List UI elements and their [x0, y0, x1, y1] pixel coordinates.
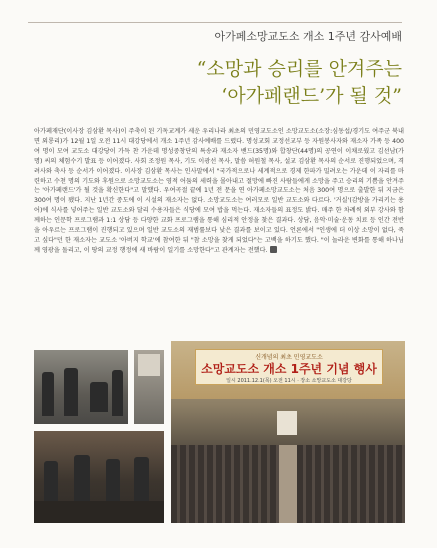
- top-rule: [28, 22, 402, 23]
- podium: [277, 411, 297, 435]
- person-figure: [90, 382, 108, 412]
- stage-backdrop: [171, 341, 405, 399]
- article-kicker: 아가페소망교도소 개소 1주년 감사예배: [214, 30, 402, 43]
- photo-audience: [34, 431, 164, 523]
- center-aisle: [279, 445, 297, 523]
- end-mark-icon: [270, 246, 277, 253]
- person-figure: [112, 370, 123, 416]
- person-figure: [64, 368, 78, 416]
- person-figure: [44, 461, 58, 501]
- photo-ceremony-bow: [34, 350, 128, 424]
- front-row: [34, 501, 164, 523]
- banner-top-text: 신개념의 최초 민영교도소: [255, 354, 323, 361]
- plaque-board: [138, 354, 160, 376]
- article-body-text: 아가페재단(이사장 김삼환 목사)이 주축이 된 기독교계가 세운 우리나라 최초의 민영교도소인 소망교도소(소장:심동섭/경기도 여주군 북내면 외룡리)가 12월 1일 오전 11시 대강당에서 개소 1주년 감사예배를 드렸다. 명성교회 교정선교부 등 자원봉사자와 재소자 가족 등 400여 명이 모여 교도소 대강당이 가득 찬 가운데 명성중창단의 특송과 재소자 밴드(35명)와 합창단(44명)의 공연이 이채로웠고 김선남(가명) 씨의 체험수기 발표 등 이어졌다. 사회 조정원 목사, 기도 이광선 목사, 말씀 허원철 목사, 설교 김삼환 목사의 순서로 진행되었으며, 격려사와 축사 등 순서가 이어졌다. 이사장 김삼환 목사는 인사말에서 "국가적으로나 세계적으로 경제 한파가 밀려오는 가운데 이 자리를 마련하고 수천 명의 기도와 후원으로 소망교도소는 영적 어둠의 세력을 몰아내고 절망에 빠진 사람들에게 소망을 주고 승리의 기쁨을 안겨주는 '아가페랜드'가 될 것을 확신한다"고 말했다. 우여곡절 끝에 1년 전 문을 연 아가페소망교도소는 처음 300여 명으로 출발한 뒤 지금은 300여 명이 됐다. 지난 1년간 중도에 이 시설의 재소자는 없다. 소망교도소는 여러모로 일반 교도소와 다르다. '거실'(감방을 가리키는 용어)에 식사를 넣어주는 일반 교도소와 달리 수용자들은 식당에 모여 밥을 먹는다. 재소자들의 표정도 밝다. 매주 한 차례씩 외부 강사와 함께하는 인문학 프로그램과 1:1 상담 등 다양한 교화 프로그램을 통해 심리적 안정을 찾은 결과다. 상담, 음악·미술·운동 치료 등 인간 전반을 아우르는 프로그램이 진행되고 있으며 일반 교도소의 재범률보다 낮은 결과를 보이고 있다. 언론에서 "인생에 더 이상 소망이 없다, 죽고 싶다"던 한 재소자는 교도소 '아버지 학교'에 참여한 뒤 "참 소망을 찾게 되었다"는 고백을 하기도 했다. "이 놀라운 변화를 통해 하나님께 영광을 돌리고, 이 땅의 교정 행정에 새 바람이 일기를 소망한다"고 관계자는 전했다.: [34, 128, 404, 254]
- person-figure: [134, 457, 149, 501]
- headline-line-2: ‘아가페랜드’가 될 것”: [221, 85, 402, 107]
- headline-line-1: “소망과 승리를 안겨주는: [196, 58, 402, 80]
- article-body: [34, 127, 404, 327]
- banner-sub-text: 일시 2011.12.1(목) 오전 11시 · 장소 소망교도소 대강당: [226, 378, 352, 384]
- person-figure: [42, 372, 54, 416]
- person-figure: [106, 459, 120, 501]
- person-figure: [74, 455, 90, 501]
- photo-plaque: [134, 350, 164, 424]
- article-headline: [197, 56, 402, 110]
- photo-anniversary-service: [171, 341, 405, 523]
- event-banner: [195, 349, 383, 385]
- banner-main-text: 소망교도소 개소 1주년 기념 행사: [201, 362, 377, 376]
